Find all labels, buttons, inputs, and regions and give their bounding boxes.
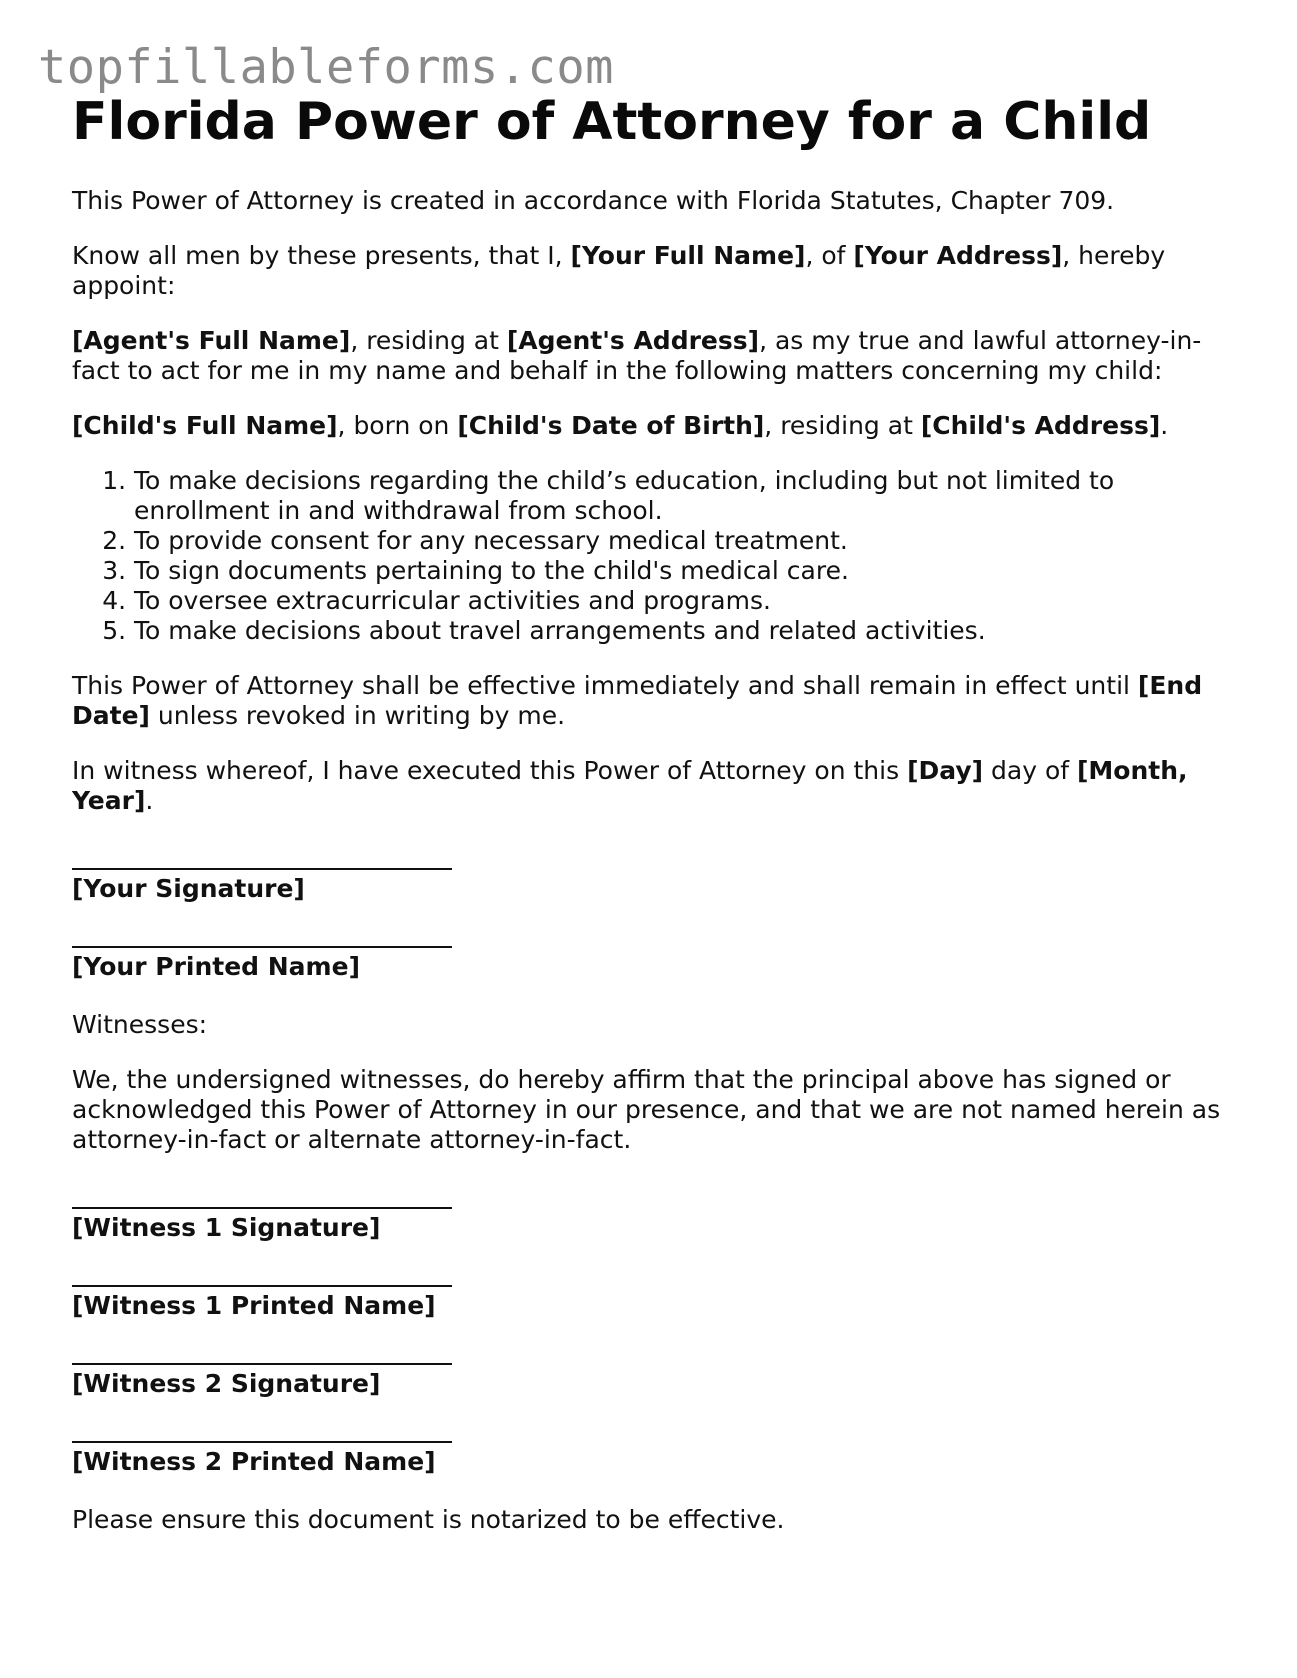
- appointment-mid: , of: [805, 241, 854, 270]
- child-paragraph: [72, 411, 1222, 441]
- your-printed-name-block: [72, 946, 452, 982]
- witnesses-heading: Witnesses:: [72, 1010, 208, 1039]
- witness-clause-prefix: In witness whereof, I have executed this Power of Attorney on this: [72, 756, 908, 785]
- child-mid-2: , residing at: [764, 411, 921, 440]
- power-item-medical-consent: 2. To provide consent for any necessary medical treatment.: [134, 526, 1222, 556]
- your-signature-block: [72, 868, 452, 904]
- witness-2-signature-block: [72, 1363, 452, 1399]
- agent-mid: , residing at: [350, 326, 507, 355]
- effective-prefix: This Power of Attorney shall be effective immediately and shall remain in effect until: [72, 671, 1138, 700]
- witness-1-printed-name-block: [72, 1285, 452, 1321]
- witness-1-signature-block: [72, 1207, 452, 1243]
- witness-2-printed-name-line[interactable]: [72, 1441, 452, 1443]
- witness-2-signature-line[interactable]: [72, 1363, 452, 1365]
- witness-clause-suffix: .: [145, 786, 154, 815]
- agent-address-placeholder: [Agent's Address]: [506, 326, 760, 355]
- witness-1-printed-name-line[interactable]: [72, 1285, 452, 1287]
- your-address-placeholder: [Your Address]: [853, 241, 1063, 270]
- your-signature-label: [Your Signature]: [72, 874, 305, 903]
- agent-name-placeholder: [Agent's Full Name]: [72, 326, 351, 355]
- witness-clause-mid: day of: [983, 756, 1077, 785]
- your-printed-name-label: [Your Printed Name]: [72, 952, 360, 981]
- watermark-text: topfillableforms.com: [38, 40, 614, 95]
- power-item-education: 1. To make decisions regarding the child’s education, including but not limited to enrollment in and withdrawal from school.: [134, 466, 1222, 526]
- document-title: Florida Power of Attorney for a Child: [72, 92, 1152, 152]
- power-item-extracurricular: 4. To oversee extracurricular activities and programs.: [134, 586, 1222, 616]
- witness-1-signature-line[interactable]: [72, 1207, 452, 1209]
- document-page: [72, 92, 1222, 1560]
- your-printed-name-line[interactable]: [72, 946, 452, 948]
- end-date-placeholder: [End Date]: [72, 671, 1203, 730]
- agent-suffix: , as my true and lawful attorney-in-fact to act for me in my name and behalf in the following matters concerning my child:: [72, 326, 1202, 385]
- appointment-suffix: , hereby appoint:: [72, 241, 1166, 300]
- month-year-placeholder: [Month, Year]: [72, 756, 1188, 815]
- witness-clause-paragraph: [72, 756, 1222, 816]
- witness-1-printed-name-label: [Witness 1 Printed Name]: [72, 1291, 436, 1320]
- power-item-medical-documents: 3. To sign documents pertaining to the child's medical care.: [134, 556, 1222, 586]
- witness-affirmation-paragraph: We, the undersigned witnesses, do hereby affirm that the principal above has signed or acknowledged this Power of Attorney in our presence, and that we are not named herein as attorney-in-fact or alternate attorney-in-fact.: [72, 1065, 1221, 1154]
- effective-suffix: unless revoked in writing by me.: [149, 701, 566, 730]
- witness-2-printed-name-label: [Witness 2 Printed Name]: [72, 1447, 436, 1476]
- witness-2-printed-name-block: [72, 1441, 452, 1477]
- appointment-paragraph: [72, 241, 1222, 301]
- power-item-travel: 5. To make decisions about travel arrangements and related activities.: [134, 616, 1222, 646]
- intro-paragraph: This Power of Attorney is created in accordance with Florida Statutes, Chapter 709.: [72, 186, 1115, 215]
- notary-note: Please ensure this document is notarized to be effective.: [72, 1505, 785, 1534]
- child-name-placeholder: [Child's Full Name]: [72, 411, 338, 440]
- agent-paragraph: [72, 326, 1222, 386]
- witness-2-signature-label: [Witness 2 Signature]: [72, 1369, 381, 1398]
- your-full-name-placeholder: [Your Full Name]: [570, 241, 806, 270]
- witness-1-signature-label: [Witness 1 Signature]: [72, 1213, 381, 1242]
- child-address-placeholder: [Child's Address]: [920, 411, 1161, 440]
- powers-list: [72, 466, 1222, 646]
- appointment-prefix: Know all men by these presents, that I,: [72, 241, 571, 270]
- child-dob-placeholder: [Child's Date of Birth]: [457, 411, 765, 440]
- child-mid-1: , born on: [337, 411, 458, 440]
- your-signature-line[interactable]: [72, 868, 452, 870]
- child-suffix: .: [1160, 411, 1169, 440]
- day-placeholder: [Day]: [907, 756, 984, 785]
- effective-paragraph: [72, 671, 1222, 731]
